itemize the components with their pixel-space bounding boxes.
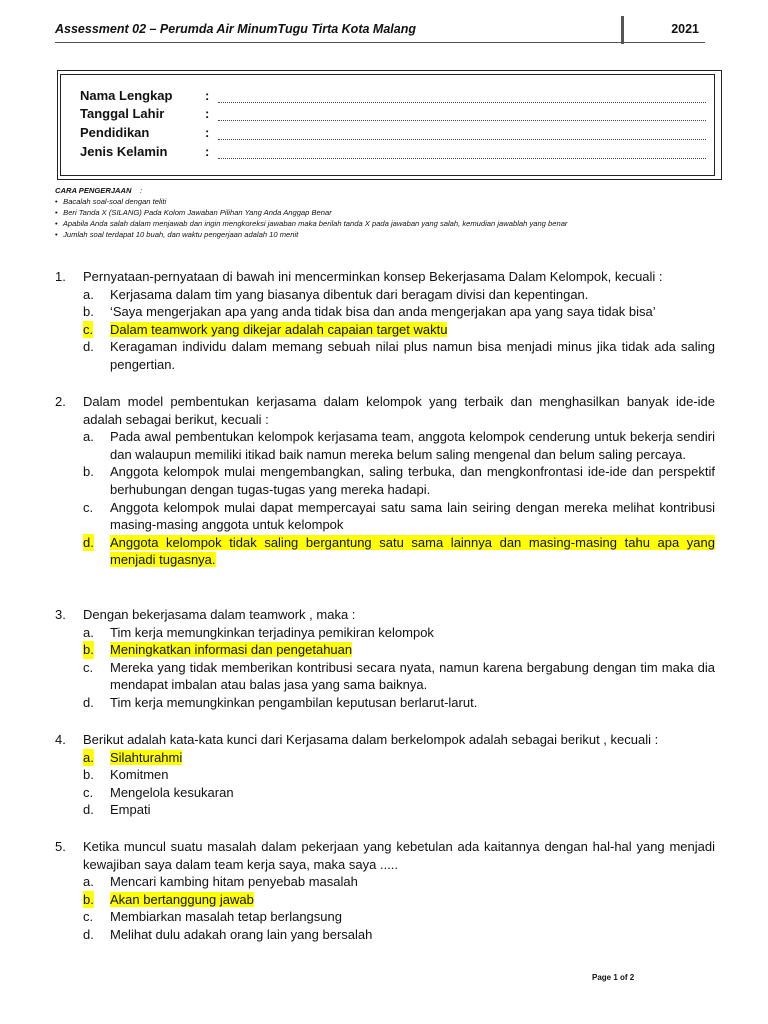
field-dotted-line[interactable]: [218, 120, 706, 121]
option-c[interactable]: c. Anggota kelompok mulai dapat mempercayai satu sama lain seiring dengan mereka melihat kontribusi masing-masing anggota untuk kelompok: [83, 499, 715, 533]
bullet-icon: •: [55, 219, 58, 228]
question-text: Ketika muncul suatu masalah dalam pekerjaan yang kebetulan ada kaitannya dengan hal-hal yang menjadi kewajiban saya dalam team kerja saya, maka saya .....: [83, 839, 715, 872]
field-colon: :: [205, 88, 210, 103]
option-d[interactable]: d. Tim kerja memungkinkan pengambilan keputusan berlarut-larut.: [83, 694, 478, 710]
question-4: [55, 731, 715, 819]
option-d-highlighted[interactable]: d. Anggota kelompok tidak saling bergantung satu sama lainnya dan masing-masing tahu apa yang menjadi tugasnya.: [83, 534, 715, 568]
question-2: [55, 393, 715, 569]
option-a-highlighted[interactable]: a. Silahturahmi: [83, 749, 183, 765]
bullet-icon: •: [55, 208, 58, 217]
option-b-highlighted[interactable]: b. Akan bertanggung jawab: [83, 891, 254, 907]
question-text: Berikut adalah kata-kata kunci dari Kerjasama dalam berkelompok adalah sebagai berikut , kecuali :: [83, 732, 659, 747]
field-nama-lengkap[interactable]: [80, 88, 708, 106]
question-number: 5.: [55, 839, 66, 854]
field-dotted-line[interactable]: [218, 139, 706, 140]
question-number: 2.: [55, 394, 66, 409]
option-b[interactable]: b. ‘Saya mengerjakan apa yang anda tidak bisa dan anda mengerjakan apa yang saya tidak bisa’: [83, 304, 656, 320]
question-5: [55, 838, 715, 944]
bullet-icon: •: [55, 230, 58, 239]
option-d[interactable]: d. Melihat dulu adakah orang lain yang bersalah: [83, 926, 373, 942]
field-dotted-line[interactable]: [218, 158, 706, 159]
question-text: Dengan bekerjasama dalam teamwork , maka :: [83, 607, 356, 622]
option-b[interactable]: b. Anggota kelompok mulai mengembangkan, saling terbuka, dan mengkonfrontasi ide-ide dan perspektif berhubungan dengan tugas-tugas yang mereka hadapi.: [83, 464, 715, 497]
document-title: Assessment 02 – Perumda Air MinumTugu Tirta Kota Malang: [55, 22, 416, 36]
page-number: Page 1 of 2: [592, 973, 635, 982]
option-b-highlighted[interactable]: b. Meningkatkan informasi dan pengetahuan: [83, 642, 353, 658]
field-label: Nama Lengkap: [80, 88, 173, 103]
question-number: 1.: [55, 269, 66, 284]
instruction-item: • Apabila Anda salah dalam menjawab dan ingin mengkoreksi jawaban maka berilah tanda X pada jawaban yang salah, kemudian jawablah yang benar: [55, 219, 568, 228]
header-rule: [55, 42, 705, 43]
question-3: [55, 606, 715, 712]
option-a[interactable]: a. Mencari kambing hitam penyebab masalah: [83, 874, 358, 890]
field-tanggal-lahir[interactable]: [80, 106, 708, 124]
field-dotted-line[interactable]: [218, 102, 706, 103]
question-number: 3.: [55, 607, 66, 622]
field-pendidikan[interactable]: [80, 125, 708, 143]
field-colon: :: [205, 125, 210, 140]
field-colon: :: [205, 144, 210, 159]
bullet-icon: •: [55, 197, 58, 206]
instructions-heading: [55, 185, 725, 196]
instructions: [55, 185, 725, 240]
question-1: [55, 268, 715, 374]
option-c[interactable]: c. Mengelola kesukaran: [83, 784, 234, 800]
option-a[interactable]: a. Kerjasama dalam tim yang biasanya dibentuk dari beragam divisi dan kepentingan.: [83, 286, 589, 302]
option-a[interactable]: a. Pada awal pembentukan kelompok kerjasama team, anggota kelompok cenderung untuk bekerja sendiri dan walaupun memiliki itikad baik namun mereka belum saling mengenal dan belum saling percaya.: [83, 429, 715, 462]
page-header: [55, 18, 705, 46]
option-b[interactable]: b. Komitmen: [83, 767, 169, 783]
option-c[interactable]: c. Mereka yang tidak memberikan kontribusi secara nyata, namun karena bergabung dengan tim maka dia mendapat imbalan atau balas jasa yang sama baiknya.: [83, 659, 715, 693]
option-a[interactable]: a. Tim kerja memungkinkan terjadinya pemikiran kelompok: [83, 624, 434, 640]
instruction-item: • Bacalah soal-soal dengan teliti: [55, 197, 167, 206]
field-label: Tanggal Lahir: [80, 106, 165, 121]
instruction-item: • Jumlah soal terdapat 10 buah, dan waktu pengerjaan adalah 10 menit: [55, 230, 299, 239]
field-label: Jenis Kelamin: [80, 144, 168, 159]
question-text: Pernyataan-pernyataan di bawah ini mencerminkan konsep Bekerjasama Dalam Kelompok, kecuali :: [83, 269, 663, 284]
instruction-item: • Beri Tanda X (SILANG) Pada Kolom Jawaban Pilihan Yang Anda Anggap Benar: [55, 208, 332, 217]
instructions-title-colon: :: [139, 186, 143, 195]
question-text: Dalam model pembentukan kerjasama dalam kelompok yang terbaik dan menghasilkan banyak ide-ide adalah sebagai berikut, kecuali :: [83, 394, 715, 427]
header-divider: [621, 16, 624, 44]
instructions-title: CARA PENGERJAAN: [55, 186, 132, 195]
question-number: 4.: [55, 732, 66, 747]
field-label: Pendidikan: [80, 125, 150, 140]
option-d[interactable]: d. Keragaman individu dalam memang sebuah nilai plus namun bisa menjadi minus jika tidak ada saling pengertian.: [83, 339, 715, 372]
document-year: 2021: [671, 22, 699, 36]
option-d[interactable]: d. Empati: [83, 802, 151, 818]
option-c[interactable]: c. Membiarkan masalah tetap berlangsung: [83, 909, 342, 925]
field-colon: :: [205, 106, 210, 121]
field-jenis-kelamin[interactable]: [80, 144, 708, 162]
option-c-highlighted[interactable]: c. Dalam teamwork yang dikejar adalah capaian target waktu: [83, 321, 448, 337]
